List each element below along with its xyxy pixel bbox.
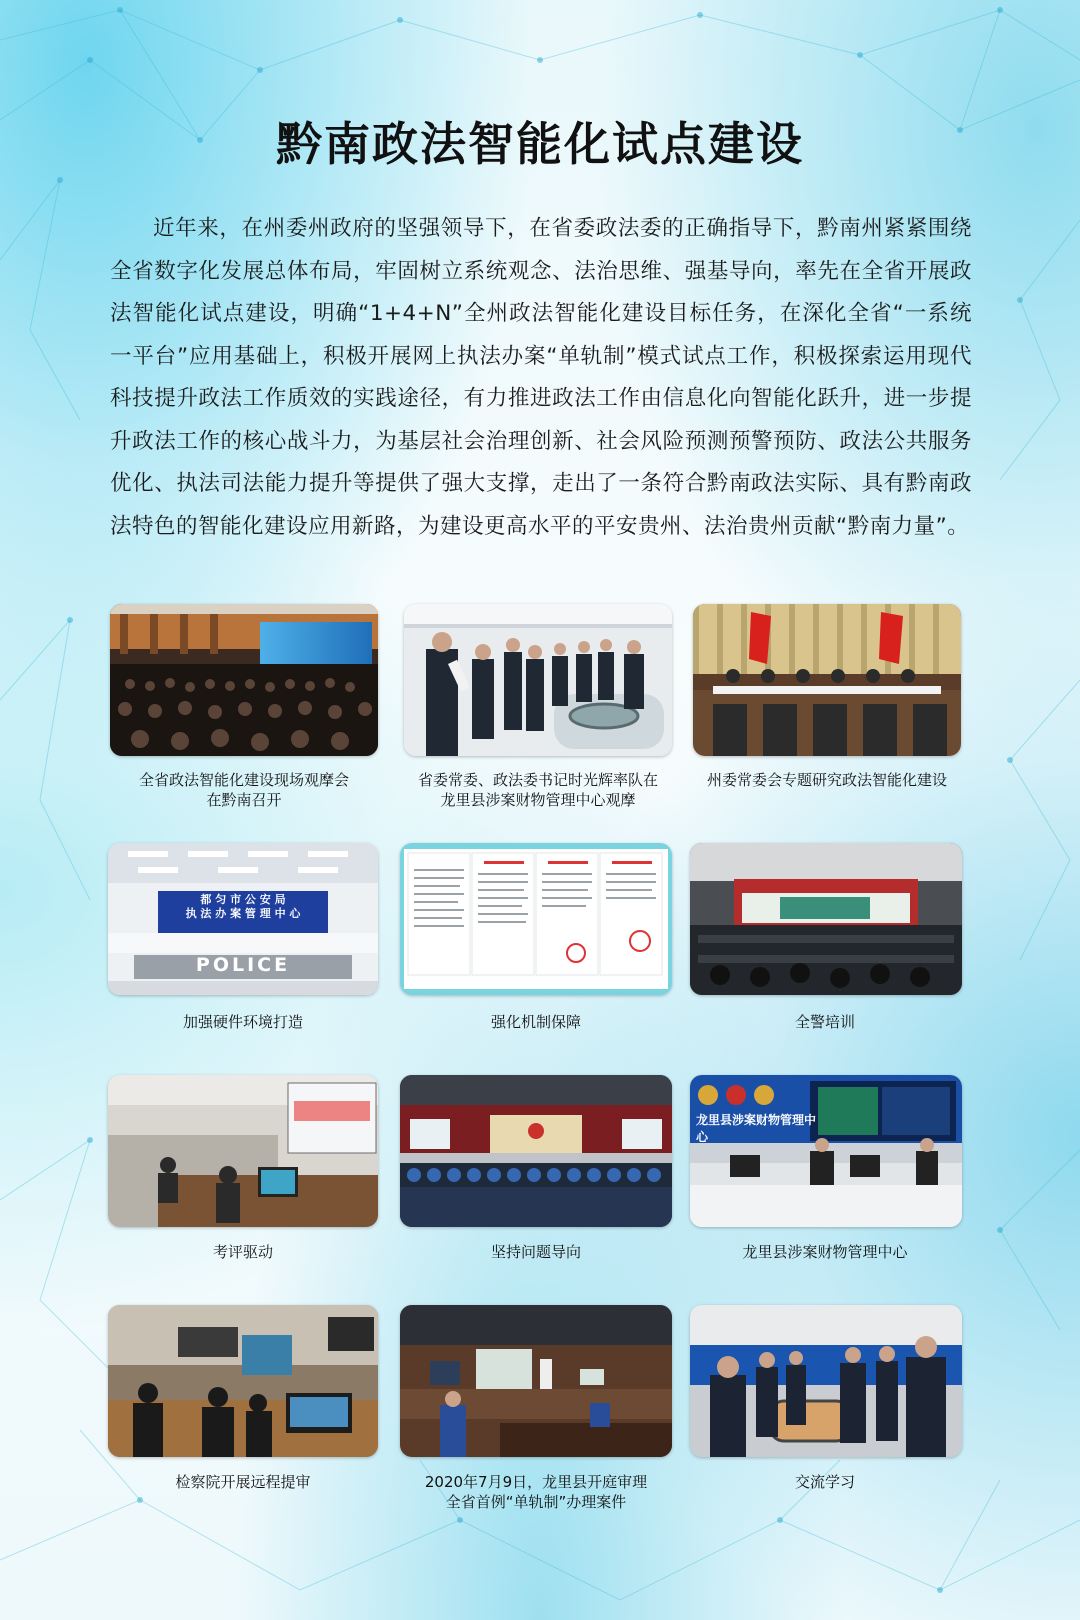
photo-evaluation (108, 1075, 378, 1227)
photo-caption: 龙里县涉案财物管理中心 (742, 1243, 908, 1261)
photo-caption: 坚持问题导向 (490, 1243, 581, 1261)
photo-caption: 省委常委、政法委书记时光辉率队在 龙里县涉案财物管理中心观摩 (417, 771, 658, 809)
photo-caption: 检察院开展远程提审 (175, 1473, 311, 1491)
police-text: POLICE (195, 954, 291, 976)
photo-exchange-study (690, 1305, 962, 1457)
photo-standing-committee (693, 604, 961, 756)
photo-caption: 交流学习 (794, 1473, 855, 1491)
photo-auditorium (400, 1075, 672, 1227)
photo-caption: 考评驱动 (212, 1243, 273, 1261)
page-title: 黔南政法智能化试点建设 (276, 117, 804, 171)
photo-caption: 2020年7月9日，龙里县开庭审理 全省首例“单轨制”办理案件 (424, 1473, 648, 1511)
photo-conference-hall (110, 604, 378, 756)
photo-training (690, 843, 962, 995)
photo-caption: 加强硬件环境打造 (182, 1013, 303, 1031)
photo-documents (400, 843, 672, 995)
intro-paragraph: 近年来，在州委州政府的坚强领导下，在省委政法委的正确指导下，黔南州紧紧围绕全省数字化发展总体布局，牢固树立系统观念、法治思维、强基导向，率先在全省开展政法智能化试点建设，明确“1+4+N”全州政法智能化建设目标任务，在深化全省“一系统一平台”应用基础上，积极开展网上执法办案“单轨制”模式试点工作，积极探索运用现代科技提升政法工作质效的实践途径，有力推进政法工作由信息化向智能化跃升，进一步提升政法工作的核心战斗力，为基层社会治理创新、社会风险预测预警预防、政法公共服务优化、执法司法能力提升等提供了强大支撑，走出了一条符合黔南政法实际、具有黔南政法特色的智能化建设应用新路，为建设更高水平的平安贵州、法治贵州贡献“黔南力量”。 (110, 216, 972, 539)
property-center-sign: 龙里县涉案财物管理中心 (696, 1113, 817, 1144)
photo-caption: 强化机制保障 (490, 1013, 581, 1031)
photo-caption: 全省政法智能化建设现场观摩会 在黔南召开 (138, 771, 349, 809)
police-sign-line2: 执 法 办 案 管 理 中 心 (185, 907, 301, 920)
photo-court-trial (400, 1305, 672, 1457)
police-sign (158, 893, 328, 921)
photo-remote-interrogation (108, 1305, 378, 1457)
police-sign-line1: 都 匀 市 公 安 局 (200, 893, 286, 906)
photo-caption: 全警培训 (794, 1013, 855, 1031)
photo-leaders-visit (404, 604, 672, 756)
photo-property-center (690, 1075, 962, 1227)
photo-caption: 州委常委会专题研究政法智能化建设 (706, 771, 947, 789)
